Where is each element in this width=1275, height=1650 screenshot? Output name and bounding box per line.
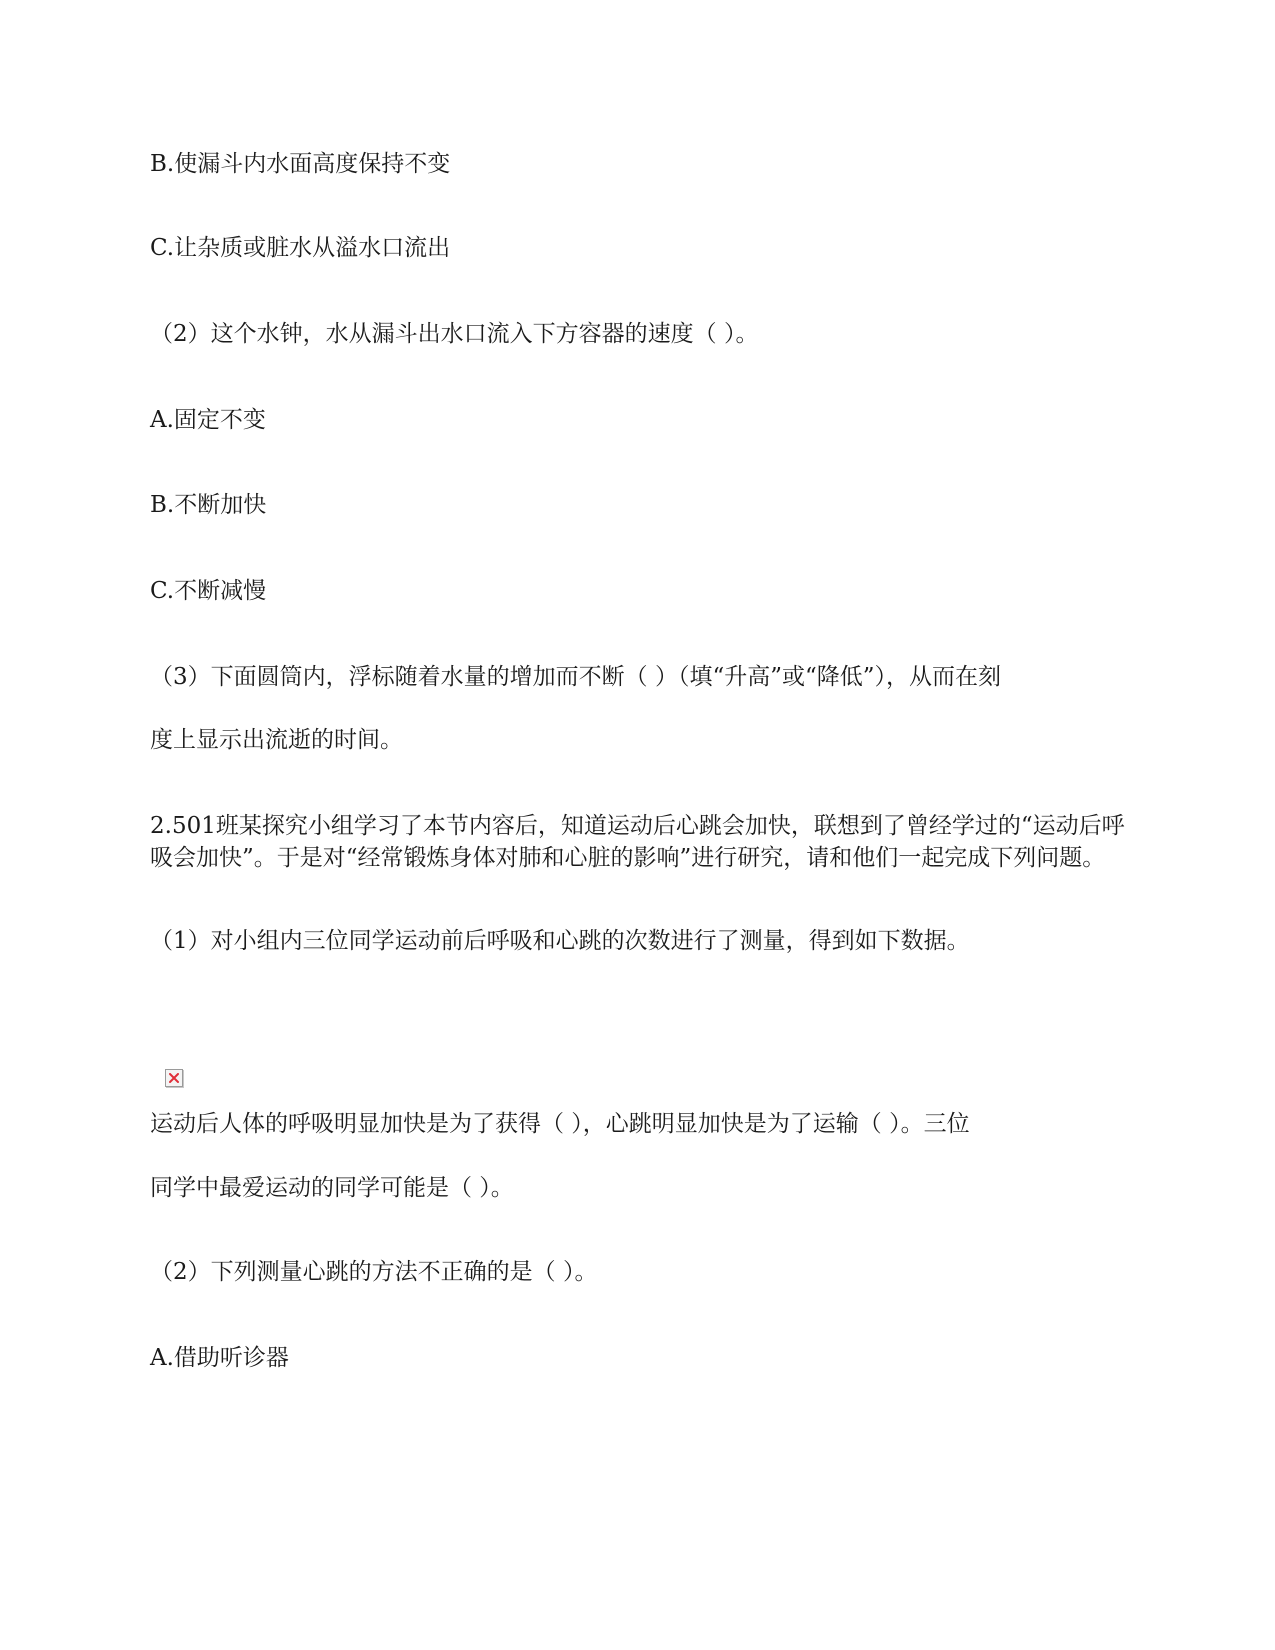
broken-image-icon [165,1069,183,1087]
option-a-stethoscope: A.借助听诊器 [150,1345,289,1371]
option-b-funnel-level: B.使漏斗内水面高度保持不变 [150,151,451,177]
problem-2-blank-line-2: 同学中最爱运动的同学可能是（ ）。 [150,1175,514,1201]
problem-2-sub-2: （2）下列测量心跳的方法不正确的是（ ）。 [150,1259,598,1285]
option-c-slower: C.不断减慢 [150,578,267,604]
question-2-flow-speed: （2）这个水钟，水从漏斗出水口流入下方容器的速度（ ）。 [150,321,759,347]
question-3-float-line-2: 度上显示出流逝的时间。 [150,727,403,753]
option-b-faster: B.不断加快 [150,492,267,518]
option-a-constant: A.固定不变 [150,407,266,433]
problem-2-intro: 2.501班某探究小组学习了本节内容后，知道运动后心跳会加快，联想到了曾经学过的“运动后呼吸会加快”。于是对“经常锻炼身体对肺和心脏的影响”进行研究，请和他们一起完成下列问题。 [150,813,1125,871]
problem-2-sub-1: （1）对小组内三位同学运动前后呼吸和心跳的次数进行了测量，得到如下数据。 [150,928,970,954]
problem-2-blank-line-1: 运动后人体的呼吸明显加快是为了获得（ ），心跳明显加快是为了运输（ ）。三位 [150,1111,970,1137]
option-c-overflow: C.让杂质或脏水从溢水口流出 [150,235,451,261]
question-3-float-line-1: （3）下面圆筒内，浮标随着水量的增加而不断（ ）（填“升高”或“降低”），从而在刻 [150,664,1001,690]
